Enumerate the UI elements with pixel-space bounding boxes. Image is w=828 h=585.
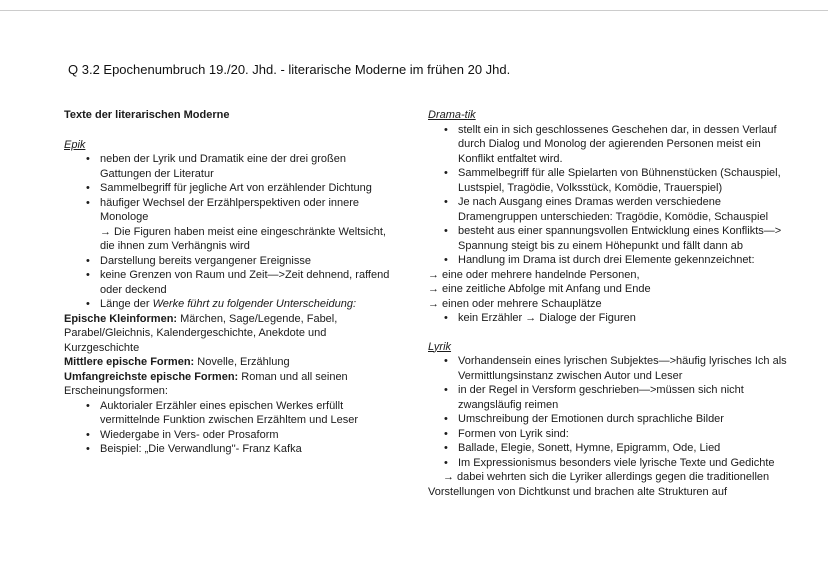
arrow-note: → Die Figuren haben meist eine eingeschränkte Weltsicht, die ihnen zum Verhängnis wird xyxy=(100,225,386,252)
list-item xyxy=(84,181,400,196)
list-item xyxy=(442,123,795,167)
umfangreichste-formen-label: Umfangreichste epische Formen: xyxy=(64,370,239,383)
umfangreichste-formen-paragraph xyxy=(64,370,400,399)
page-top-divider xyxy=(0,10,828,11)
left-column xyxy=(64,108,400,457)
epik-bullet-list xyxy=(64,152,400,312)
lyrik-heading: Lyrik xyxy=(428,340,452,353)
bullet-text: stellt ein in sich geschlossenes Geschehen dar, in dessen Verlauf durch Dialog und Monolog der agierenden Personen meist ein Konflikt entfaltet wird. xyxy=(458,123,777,165)
arrow-note: → dabei wehrten sich die Lyriker allerdings gegen die traditionellen Vorstellungen von Dichtkunst und brachen alte Strukturen auf xyxy=(428,471,770,498)
kleinformen-text: Märchen, Sage/Legende, Fabel, Parabel/Gleichnis, Kalendergeschichte, Anekdote und Kurzgeschichte xyxy=(64,312,338,354)
list-item xyxy=(442,253,795,268)
arrow-line: → einen oder mehrere Schauplätze xyxy=(428,297,602,310)
list-item xyxy=(442,412,795,427)
list-item xyxy=(442,441,795,456)
bullet-text: Sammelbegriff für jegliche Art von erzählender Dichtung xyxy=(100,182,372,194)
bullet-text: Sammelbegriff für alle Spielarten von Bühnenstücken (Schauspiel, Lustspiel, Tragödie, Volksstück, Komödie, Trauerspiel) xyxy=(458,167,781,194)
bullet-text: Länge der xyxy=(100,298,153,310)
kleinformen-label: Epische Kleinformen: xyxy=(64,312,178,325)
list-item xyxy=(442,456,795,471)
kleinformen-paragraph xyxy=(64,312,400,356)
dramatik-heading: Drama-tik xyxy=(428,109,476,121)
epik-heading: Epik xyxy=(64,138,86,151)
list-item xyxy=(84,399,400,428)
mittlere-formen-label: Mittlere epische Formen: xyxy=(64,356,195,368)
bullet-text: neben der Lyrik und Dramatik eine der drei großen Gattungen der Literatur xyxy=(100,153,347,180)
document-title: Q 3.2 Epochenumbruch 19./20. Jhd. - literarische Moderne im frühen 20 Jhd. xyxy=(68,62,511,77)
left-column-heading: Texte der literarischen Moderne xyxy=(64,109,230,121)
list-item xyxy=(84,442,400,457)
bullet-text: Formen von Lyrik sind: xyxy=(458,427,569,440)
list-item xyxy=(84,268,400,297)
list-item xyxy=(84,254,400,269)
bullet-text: Wiedergabe in Vers- oder Prosaform xyxy=(100,428,279,441)
list-item xyxy=(442,195,795,224)
arrow-line: → eine oder mehrere handelnde Personen, xyxy=(428,268,640,281)
bullet-text-italic: Werke führt zu folgender Unterscheidung: xyxy=(152,298,357,310)
mittlere-formen-paragraph xyxy=(64,355,400,370)
list-item xyxy=(442,311,795,326)
list-item xyxy=(84,428,400,443)
bullet-text: Beispiel: „Die Verwandlung''- Franz Kafka xyxy=(100,443,302,455)
list-item xyxy=(84,152,400,181)
list-item xyxy=(442,224,795,253)
list-item xyxy=(442,383,795,412)
dramatik-bullet-list xyxy=(428,123,795,268)
list-item xyxy=(84,196,400,254)
list-item xyxy=(442,354,795,383)
bullet-text: Darstellung bereits vergangener Ereignisse xyxy=(100,254,311,267)
lyrik-bullet-list xyxy=(428,354,795,470)
list-item xyxy=(442,166,795,195)
bullet-text: häufiger Wechsel der Erzählperspektiven oder innere Monologe xyxy=(100,196,360,223)
bullet-text: Auktorialer Erzähler eines epischen Werkes erfüllt vermittelnde Funktion zwischen Erzähltem und Leser xyxy=(100,399,359,426)
mittlere-formen-text: Novelle, Erzählung xyxy=(194,356,290,368)
bullet-text: Ballade, Elegie, Sonett, Hymne, Epigramm, Ode, Lied xyxy=(458,442,721,454)
list-item xyxy=(84,297,400,312)
arrow-line: → eine zeitliche Abfolge mit Anfang und Ende xyxy=(428,283,651,295)
content-columns xyxy=(64,108,795,499)
right-column xyxy=(428,108,795,499)
list-item xyxy=(442,427,795,442)
roman-bullet-list xyxy=(64,399,400,457)
bullet-text: Je nach Ausgang eines Dramas werden verschiedene Dramengruppen unterschieden: Tragödie, Komödie, Schauspiel xyxy=(458,196,769,223)
bullet-text: in der Regel in Versform geschrieben—>müssen sich nicht zwangsläufig reimen xyxy=(458,384,744,411)
bullet-text: Umschreibung der Emotionen durch sprachliche Bilder xyxy=(458,413,724,425)
dramatik-bullet-list-tail xyxy=(428,311,795,326)
bullet-text: kein Erzähler → Dialoge der Figuren xyxy=(458,312,636,324)
bullet-text: keine Grenzen von Raum und Zeit—>Zeit dehnend, raffend oder deckend xyxy=(100,269,390,296)
bullet-text: Handlung im Drama ist durch drei Elemente gekennzeichnet: xyxy=(458,254,755,266)
bullet-text: besteht aus einer spannungsvollen Entwicklung eines Konflikts—> Spannung steigt bis zu einem Höhepunkt und fällt dann ab xyxy=(458,225,782,252)
bullet-text: Vorhandensein eines lyrischen Subjektes—>häufig lyrisches Ich als Vermittlungsinstanz zwischen Autor und Leser xyxy=(458,355,787,382)
umfangreichste-formen-text: Roman und all seinen Erscheinungsformen: xyxy=(64,370,348,397)
bullet-text: Im Expressionismus besonders viele lyrische Texte und Gedichte xyxy=(458,456,775,469)
